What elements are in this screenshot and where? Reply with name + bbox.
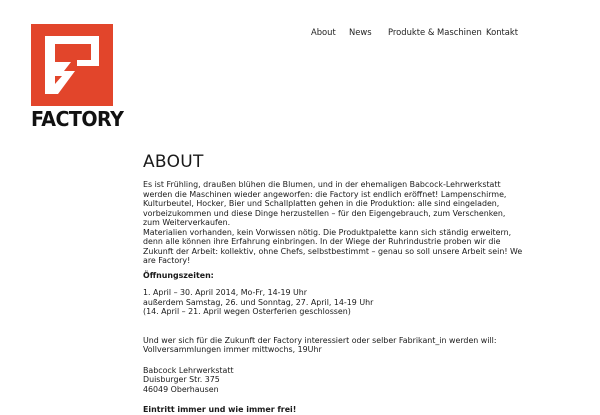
opening-hours-heading: Öffnungszeiten: [143, 270, 214, 280]
address-line: Babcock Lehrwerkstatt [143, 365, 234, 375]
intro-paragraph-2: Materialien vorhanden, kein Vorwissen nötig. Die Produktpalette kann sich ständig erweitern, denn alle können ihre Erfahrung einbringen. In der Wiege der Ruhrindustrie proben wir die Zukunft der Arbeit: kollektiv, ohne Chefs, selbstbestimmt – genau so soll unsere Arbeit sein! We are Factory! [143, 227, 523, 265]
page-content [143, 180, 523, 415]
address-line: 46049 Oberhausen [143, 384, 219, 394]
free-entry-note: Eintritt immer und wie immer frei! [143, 405, 297, 414]
opening-hours-line: außerdem Samstag, 26. und Sonntag, 27. April, 14-19 Uhr [143, 297, 374, 307]
opening-hours-line: 1. April – 30. April 2014, Mo-Fr, 14-19 Uhr [143, 288, 308, 297]
nav-item-products[interactable]: Produkte & Maschinen [388, 27, 482, 37]
site-logo[interactable] [31, 24, 124, 131]
nav-item-contact[interactable]: Kontakt [486, 27, 519, 37]
opening-hours-line: (14. April – 21. April wegen Osterferien geschlossen) [143, 307, 351, 316]
interest-line: Und wer sich für die Zukunft der Factory interessiert oder selber Fabrikant_in werden will: [143, 335, 497, 345]
main-nav [311, 27, 531, 41]
nav-item-news[interactable]: News [349, 27, 372, 37]
intro-paragraph: Es ist Frühling, draußen blühen die Blumen, und in der ehemaligen Babcock-Lehrwerkstatt werden die Maschinen wieder angeworfen: die Factory ist endlich eröffnet! Lampenschirme, Kulturbeutel, Hocker, Bier und Schallplatten gehen in die Produktion: alle sind eingeladen, vorbeizukommen und diese Dinge herzustellen – für den Eigengebrauch, zum Verschenken, zum Weiterverkaufen. [143, 180, 507, 227]
address-line: Duisburger Str. 375 [143, 375, 220, 384]
page-title: ABOUT [143, 152, 204, 172]
brand-name: FACTORY [31, 107, 124, 131]
meeting-line: Vollversammlungen immer mittwochs, 19Uhr [143, 345, 322, 354]
nav-item-about[interactable]: About [311, 27, 336, 37]
factory-logo-icon [31, 24, 113, 106]
